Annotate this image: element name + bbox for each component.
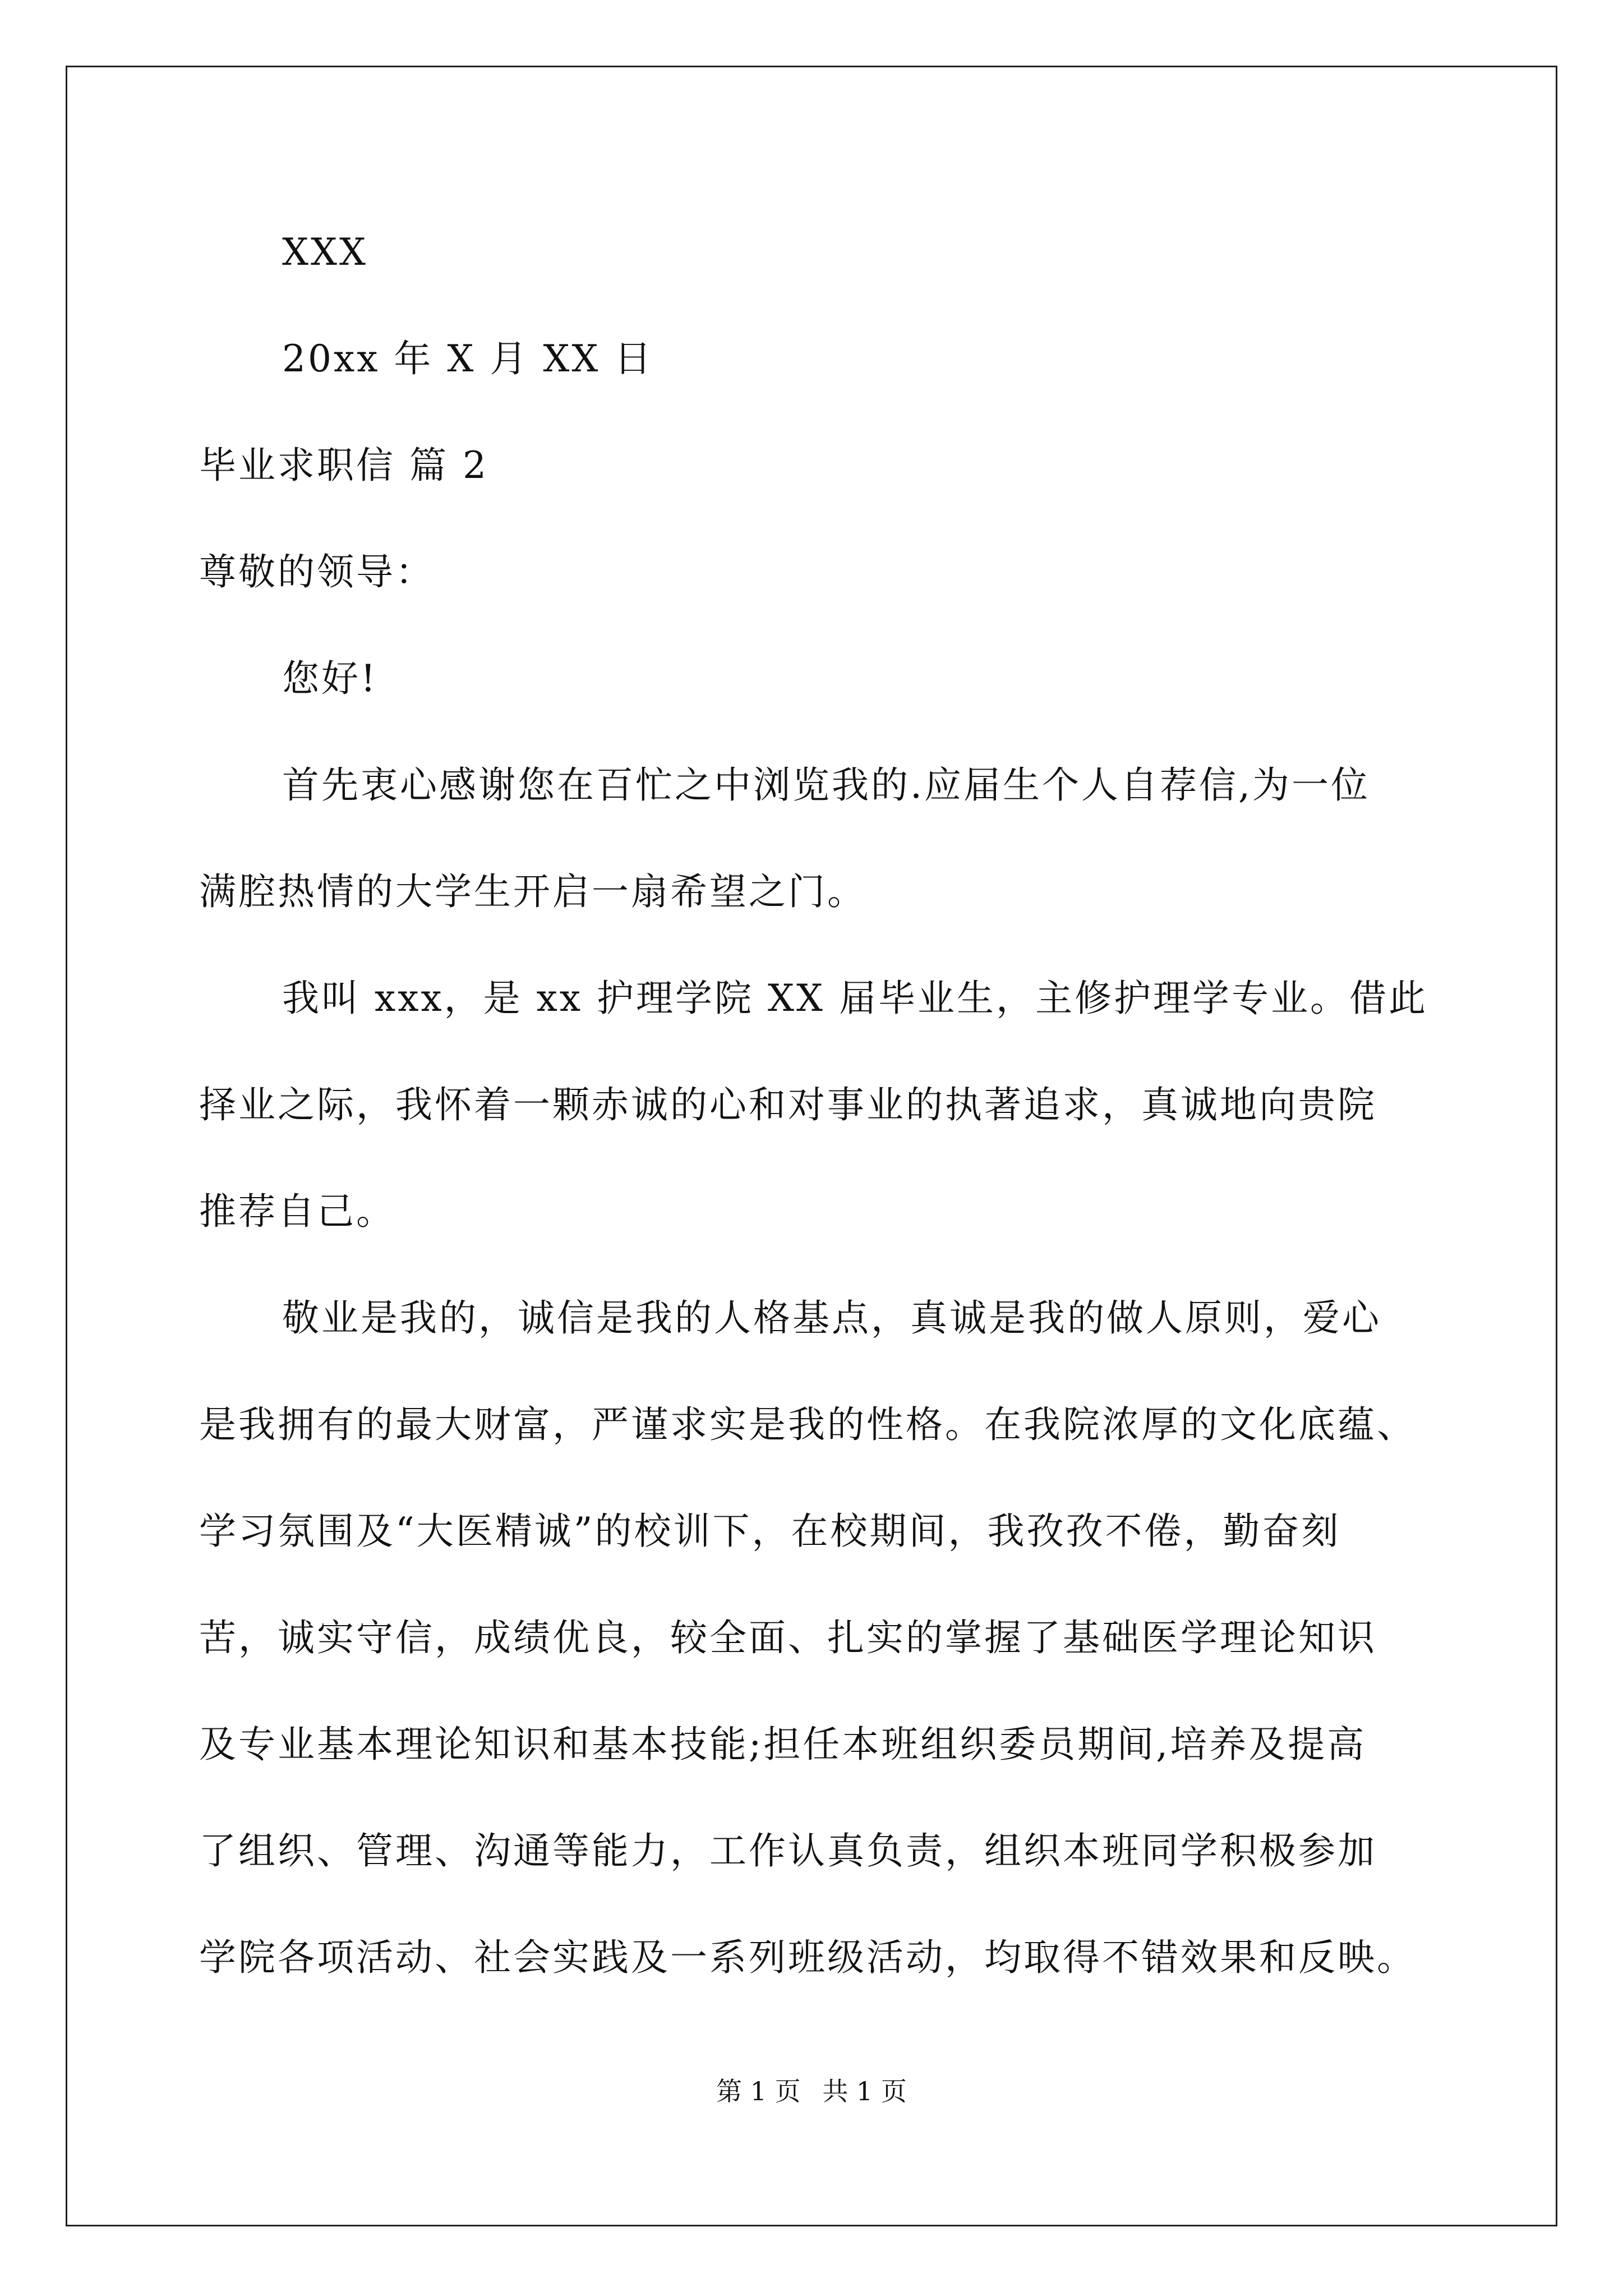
letter-date: 20xx 年 X 月 XX 日	[282, 337, 654, 380]
greeting: 您好!	[282, 657, 378, 700]
paragraph-3-line-7: 学院各项活动、社会实践及一系列班级活动，均取得不错效果和反映。	[199, 1936, 1416, 1979]
signature-name: XXX	[282, 231, 368, 274]
paragraph-2-line-1: 我叫 xxx，是 xx 护理学院 XX 届毕业生，主修护理学专业。借此	[282, 977, 1428, 1020]
paragraph-3-line-5: 及专业基本理论知识和基本技能;担任本班组织委员期间,培养及提高	[199, 1723, 1367, 1766]
paragraph-1-line-2: 满腔热情的大学生开启一扇希望之门。	[199, 870, 866, 913]
paragraph-3-line-3: 学习氛围及“大医精诚”的校训下，在校期间，我孜孜不倦，勤奋刻	[199, 1510, 1341, 1553]
paragraph-3-line-2: 是我拥有的最大财富，严谨求实是我的性格。在我院浓厚的文化底蕴、	[199, 1403, 1416, 1446]
salutation: 尊敬的领导：	[199, 550, 435, 593]
paragraph-3-line-1: 敬业是我的，诚信是我的人格基点，真诚是我的做人原则，爱心	[282, 1296, 1381, 1340]
paragraph-1-line-1: 首先衷心感谢您在百忙之中浏览我的.应届生个人自荐信,为一位	[282, 763, 1370, 807]
section-heading: 毕业求职信 篇 2	[199, 444, 488, 487]
paragraph-2-line-2: 择业之际，我怀着一颗赤诚的心和对事业的执著追求，真诚地向贵院	[199, 1083, 1377, 1126]
page-footer	[0, 2076, 1623, 2107]
paragraph-3-line-6: 了组织、管理、沟通等能力，工作认真负责，组织本班同学积极参加	[199, 1829, 1377, 1872]
page-number-current: 第 1 页	[716, 2076, 801, 2106]
paragraph-3-line-4: 苦，诚实守信，成绩优良，较全面、扎实的掌握了基础医学理论知识	[199, 1616, 1377, 1659]
paragraph-2-line-3: 推荐自己。	[199, 1190, 395, 1233]
page-number-total: 共 1 页	[822, 2076, 907, 2106]
page-border	[66, 66, 1557, 2226]
